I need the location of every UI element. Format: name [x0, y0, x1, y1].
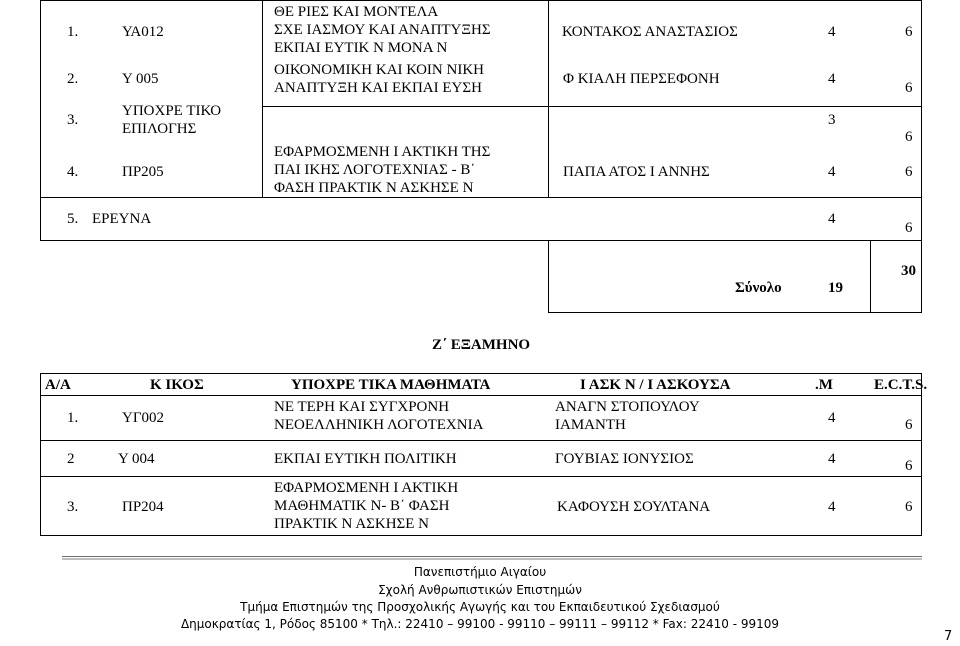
row3-code-line2: ΕΠΙΛΟΓΗΣ — [122, 121, 197, 137]
total-box-left — [548, 240, 549, 313]
header-ects: E.C.T.S. — [874, 377, 928, 393]
bottom-table-border-right — [921, 373, 922, 536]
header-teacher: Ι ΑΣΚ Ν / Ι ΑΣΚΟΥΣΑ — [580, 377, 731, 393]
row1-hours: 4 — [828, 24, 836, 40]
brow2-course-line1: ΕΚΠΑΙ ΕΥΤΙΚΗ ΠΟΛΙΤΙΚΗ — [274, 451, 457, 467]
row2-course-line1: ΟΙΚΟΝΟΜΙΚΗ ΚΑΙ ΚΟΙΝ ΝΙΚΗ — [274, 62, 484, 78]
total-label: Σύνολο — [735, 280, 782, 296]
brow3-teacher-line1: ΚΑΦΟΥΣΗ ΣΟΥΛΤΑΝΑ — [557, 499, 711, 515]
top-table-border-left — [40, 0, 41, 240]
row2-teacher: Φ ΚΙΑΛΗ ΠΕΡΣΕΦΟΝΗ — [563, 71, 720, 87]
brow1-teacher-line1: ΑΝΑΓΝ ΣΤΟΠΟΥΛΟΥ — [555, 399, 700, 415]
top-table-border-bottom — [40, 240, 922, 241]
brow3-course-line2: ΜΑΘΗΜΑΤΙΚ Ν- Β΄ ΦΑΣΗ — [274, 498, 450, 514]
row4-course-line2: ΠΑΙ ΙΚΗΣ ΛΟΓΟΤΕΧΝΙΑΣ - Β΄ — [274, 162, 476, 178]
row2-course-line2: ΑΝΑΠΤΥΞΗ ΚΑΙ ΕΚΠΑΙ ΕΥΣΗ — [274, 80, 482, 96]
brow2-teacher-line1: ΓΟΥΒΙΑΣ ΙΟΝΥΣΙΟΣ — [555, 451, 694, 467]
bottom-table-row-divider-2 — [40, 476, 922, 477]
row5-number: 5. — [67, 211, 79, 227]
row1-course-line2: ΣΧΕ ΙΑΣΜΟΥ ΚΑΙ ΑΝΑΠΤΥΞΗΣ — [274, 22, 491, 38]
row1-ects: 6 — [905, 24, 913, 40]
page-number: 7 — [944, 629, 953, 644]
bottom-table-header-divider — [40, 395, 922, 396]
header-courses: ΥΠΟΧΡΕ ΤΙΚΑ ΜΑΘΗΜΑΤΑ — [291, 377, 491, 393]
total-ects: 30 — [901, 263, 916, 279]
header-code: Κ ΙΚΟΣ — [150, 377, 204, 393]
brow1-number: 1. — [67, 410, 79, 426]
footer-university: Πανεπιστήμιο Αιγαίου — [413, 565, 547, 579]
row1-teacher: ΚΟΝΤΑΚΟΣ ΑΝΑΣΤΑΣΙΟΣ — [562, 24, 738, 40]
row2-number: 2. — [67, 71, 79, 87]
brow3-hours: 4 — [828, 499, 836, 515]
brow1-hours: 4 — [828, 410, 836, 426]
row1-number: 1. — [67, 24, 79, 40]
top-table-border-top — [40, 0, 922, 1]
brow1-code: ΥΓ002 — [122, 410, 165, 426]
row1-course-line1: ΘΕ ΡΙΕΣ ΚΑΙ ΜΟΝΤΕΛΑ — [274, 4, 439, 20]
bottom-table-border-left — [40, 373, 41, 536]
top-table-border-right — [921, 0, 922, 313]
row3-number: 3. — [67, 112, 79, 128]
header-dm: .Μ — [815, 377, 833, 393]
top-table-row-divider-1 — [262, 106, 922, 107]
row2-code: Υ 005 — [122, 71, 159, 87]
row4-number: 4. — [67, 164, 79, 180]
top-table-col-divider-2 — [548, 0, 549, 197]
row3-hours: 3 — [828, 112, 836, 128]
brow3-ects: 6 — [905, 499, 913, 515]
row4-course-line3: ΦΑΣΗ ΠΡΑΚΤΙΚ Ν ΑΣΚΗΣΕ Ν — [274, 180, 474, 196]
brow3-number: 3. — [67, 499, 79, 515]
row4-code: ΠΡ205 — [122, 164, 164, 180]
top-table-row-divider-2 — [40, 197, 922, 198]
row1-course-line3: ΕΚΠΑΙ ΕΥΤΙΚ Ν ΜΟΝΑ Ν — [274, 40, 448, 56]
bottom-table-row-divider-1 — [40, 440, 922, 441]
footer-rule-dark — [62, 556, 922, 557]
row4-hours: 4 — [828, 164, 836, 180]
bottom-table-border-bottom — [40, 535, 922, 536]
row3-ects: 6 — [905, 129, 913, 145]
semester-title: Ζ΄ ΕΞΑΜΗΝΟ — [432, 337, 531, 353]
brow1-course-line2: ΝΕΟΕΛΛΗΝΙΚΗ ΛΟΓΟΤΕΧΝΙΑ — [274, 417, 484, 433]
row2-ects: 6 — [905, 80, 913, 96]
row5-code: ΕΡΕΥΝΑ — [92, 211, 152, 227]
footer-department: Τμήμα Επιστημών της Προσχολικής Αγωγής και του Εκπαιδευτικού Σχεδιασμού — [240, 600, 720, 614]
total-box-bottom — [548, 312, 922, 313]
bottom-table-border-top — [40, 373, 922, 374]
brow3-course-line1: ΕΦΑΡΜΟΣΜΕΝΗ Ι ΑΚΤΙΚΗ — [274, 480, 459, 496]
brow1-teacher-line2: ΙΑΜΑΝΤΗ — [555, 417, 626, 433]
row2-hours: 4 — [828, 71, 836, 87]
brow2-code: Υ 004 — [118, 451, 155, 467]
row1-code: ΥΑ012 — [122, 24, 164, 40]
total-box-divider — [870, 240, 871, 313]
row5-ects: 6 — [905, 220, 913, 236]
brow3-course-line3: ΠΡΑΚΤΙΚ Ν ΑΣΚΗΣΕ Ν — [274, 516, 430, 532]
footer-rule-light — [62, 558, 922, 560]
total-hours: 19 — [828, 280, 843, 296]
brow1-course-line1: ΝΕ ΤΕΡΗ ΚΑΙ ΣΥΓΧΡΟΝΗ — [274, 399, 450, 415]
brow3-code: ΠΡ204 — [122, 499, 164, 515]
row4-teacher: ΠΑΠΑ ΑΤΟΣ Ι ΑΝΝΗΣ — [563, 164, 710, 180]
brow2-ects: 6 — [905, 458, 913, 474]
row5-hours: 4 — [828, 211, 836, 227]
footer-school: Σχολή Ανθρωπιστικών Επιστημών — [378, 583, 582, 597]
header-aa: Α/Α — [45, 377, 71, 393]
brow2-hours: 4 — [828, 451, 836, 467]
brow2-number: 2 — [67, 451, 75, 467]
top-table-col-divider-1 — [262, 0, 263, 197]
brow1-ects: 6 — [905, 417, 913, 433]
row4-ects: 6 — [905, 164, 913, 180]
row3-code-line1: ΥΠΟΧΡΕ ΤΙΚΟ — [122, 103, 222, 119]
row4-course-line1: ΕΦΑΡΜΟΣΜΕΝΗ Ι ΑΚΤΙΚΗ ΤΗΣ — [274, 144, 491, 160]
footer-contact: Δημοκρατίας 1, Ρόδος 85100 * Τηλ.: 22410 – 99100 - 99110 – 99111 – 99112 * Fax: 22410 - 99109 — [180, 617, 780, 631]
